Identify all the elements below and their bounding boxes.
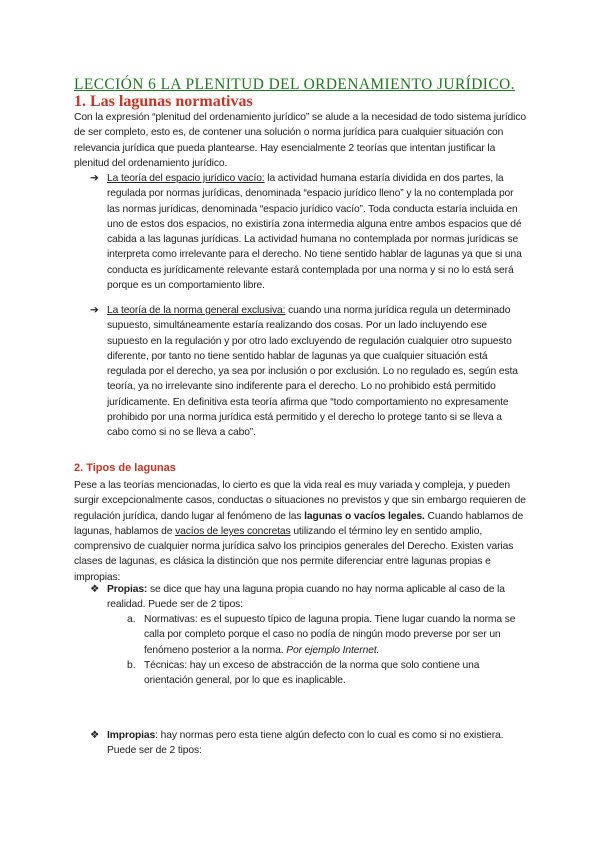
bullet-term: La teoría de la norma general exclusiva: [107, 305, 286, 316]
document-title: LECCIÓN 6 LA PLENITUD DEL ORDENAMIENTO JURÍDICO. [74, 76, 515, 93]
list-marker-b: b. [127, 660, 136, 671]
list-marker-a: a. [127, 614, 136, 625]
diamond-bullet-icon: ❖ [90, 583, 100, 595]
bullet-term: Impropias [107, 730, 156, 741]
sub-item-tecnicas: Técnicas: hay un exceso de abstracción de la norma que solo contiene una orientación general, por lo que es inaplicable. [144, 660, 480, 687]
bullet-text: la actividad humana estaría dividida en dos partes, la regulada por normas jurídicas, denominada “espacio jurídico lleno” y la no contemplada por las normas jurídicas, denominada “espacio jurídico vacío”. Toda conducta estaría incluida en uno de estos dos espacios, no existiría zona intermedia alguna entre ambos espacios que dé cabida a las lagunas jurídicas. La actividad humana no contemplada por normas jurídicas se interpreta como irrelevante para el derecho. No tiene sentido hablar de lagunas ya que si una conducta es jurídicamente relevante estará contemplada por una norma y si no lo está será porque es un comportamiento libre. [107, 173, 522, 292]
section-heading-lagunas-normativas: 1. Las lagunas normativas [74, 93, 253, 110]
intro-text: utilizando el término ley en sentido amplio, comprensivo de cualquier norma jurídica salvo los principios generales del Derecho. Existen varias clases de lagunas, es clásica la distinción que nos permite diferenciar entre lagunas propias e impropias: [74, 525, 514, 583]
bullet-text: : hay normas pero esta tiene algún defecto con lo cual es como si no existiera. Puede ser de 2 tipos: [107, 730, 504, 757]
bullet-term: Propias: [107, 584, 148, 595]
arrow-bullet-icon: ➔ [90, 172, 99, 184]
intro-bold-term: lagunas o vacíos legales. [304, 510, 425, 522]
section2-intro-paragraph [74, 478, 526, 585]
sub-item-normativas [144, 612, 528, 658]
bullet-text: se dice que hay una laguna propia cuando no hay norma aplicable al caso de la realidad. Puede ser de 2 tipos: [107, 584, 505, 611]
bullet-lagunas-propias [107, 582, 525, 613]
intro-text: Cuando hablamos de lagunas, hablamos de [74, 510, 524, 537]
arrow-bullet-icon: ➔ [90, 304, 99, 316]
bullet-term: La teoría del espacio jurídico vacío: [107, 173, 265, 184]
intro-underlined-term: vacíos de leyes concretas [175, 525, 291, 537]
intro-text: Pese a las teorías mencionadas, lo cierto es que la vida real es muy variada y compleja, y pueden surgir excepcionalmente casos, conductas o situaciones no previstos y que sin embargo requieren de regulación jurídica, dando lugar al fenómeno de las [74, 480, 526, 522]
section1-intro-paragraph: Con la expresión “plenitud del ordenamiento jurídico” se alude a la necesidad de todo sistema jurídico de ser completo, esto es, de contener una solución o norma jurídica para cualquier situación con relevancia jurídica que pueda plantearse. Hay esencialmente 2 teorías que intentan justificar la plenitud del ordenamiento jurídico. [74, 112, 526, 169]
section-heading-tipos-lagunas: 2. Tipos de lagunas [74, 462, 176, 474]
sub-item-example: Por ejemplo Internet. [286, 644, 380, 656]
bullet-text: cuando una norma jurídica regula un determinado supuesto, simultáneamente estaría realizando dos cosas. Por un lado incluyendo ese supuesto en la regulación y por otro lado excluyendo de regulación cualquier otro supuesto diferente, por tanto no tiene sentido hablar de lagunas ya que cualquier situación está regulada por el derecho, ya sea por inclusión o por exclusión. Lo no regulado es, según esta teoría, ya no irrelevante sino indiferente para el derecho. Lo no prohibido está permitido jurídicamente. En definitiva esta teoría afirma que “todo comportamiento no expresamente prohibido por una norma jurídica está permitido y el derecho lo protege tanto si se lleva a cabo como si no se lleva a cabo”. [107, 305, 518, 439]
bullet-lagunas-impropias [107, 728, 525, 759]
bullet-teoria-espacio-vacio [107, 171, 525, 293]
sub-item-text: Normativas: es el supuesto típico de laguna propia. Tiene lugar cuando la norma se calla por completo porque el caso no podía de ningún modo preverse por ser un fenómeno posterior a la norma. [144, 614, 516, 656]
bullet-teoria-norma-general [107, 303, 525, 441]
diamond-bullet-icon: ❖ [90, 729, 100, 741]
